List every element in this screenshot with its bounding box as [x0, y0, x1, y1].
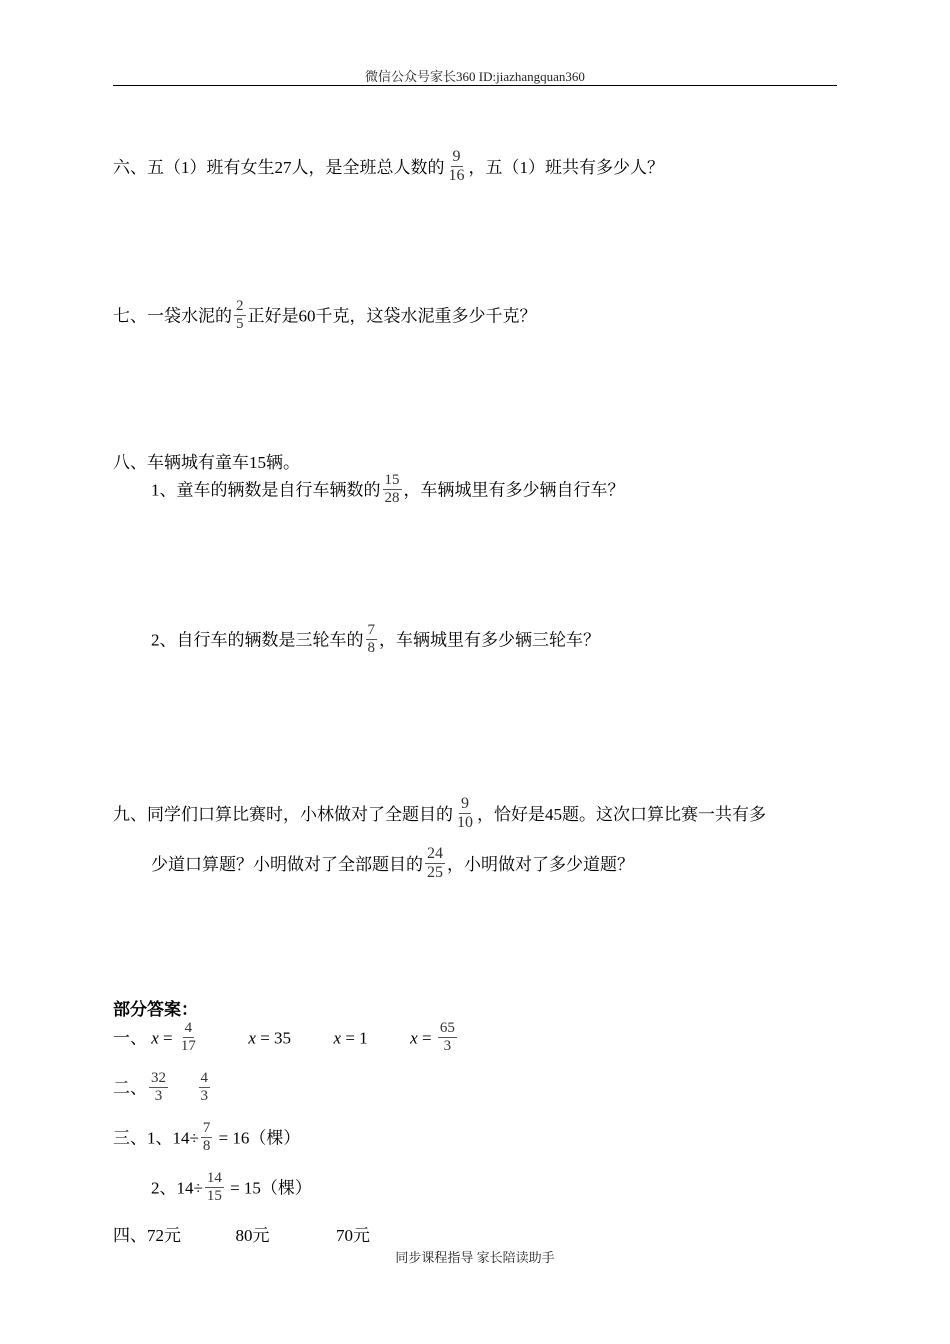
a1-var-1: x: [151, 1028, 159, 1048]
q7-fraction: [234, 298, 246, 334]
q8s2-denominator: 8: [367, 640, 375, 657]
q9-l1-fraction: [455, 795, 475, 833]
q6-fraction: [447, 148, 467, 186]
a3-l1-denominator: 8: [202, 1138, 211, 1155]
a1-eq-4: =: [417, 1028, 436, 1048]
a3-l1-numerator: 7: [201, 1120, 213, 1138]
a4-label: 四、: [113, 1226, 147, 1245]
q9-l2-numerator: 24: [425, 845, 445, 864]
a1-f4-denominator: 3: [443, 1038, 452, 1055]
question-8-title: 八、车辆城有童车15辆。: [113, 453, 300, 472]
a1-value-3: 1: [359, 1028, 368, 1048]
q6-text-post: ，五（1）班共有多少人？: [468, 157, 664, 177]
a2-f2-denominator: 3: [200, 1088, 208, 1105]
q9-l1-numerator: 9: [459, 795, 471, 814]
q6-text-pre: 六、五（1）班有女生27人，是全班总人数的: [113, 157, 445, 177]
answer-3-line-2: [151, 1172, 312, 1208]
a1-label: 一、: [113, 1028, 147, 1048]
a1-eq-1: =: [158, 1028, 177, 1048]
a2-f2-numerator: 4: [199, 1070, 211, 1088]
q7-numerator: 2: [234, 298, 246, 316]
a1-f1-numerator: 4: [183, 1020, 195, 1038]
page-footer: 同步课程指导 家长陪读助手: [395, 1250, 555, 1265]
a1-eq-2: =: [255, 1028, 275, 1048]
q9-l1-text-post: ，恰好是45题。这次口算比赛一共有多: [477, 804, 766, 824]
a3-l2-denominator: 15: [206, 1188, 222, 1205]
answer-3-line-1: [113, 1122, 300, 1158]
answer-4: [113, 1221, 370, 1246]
q9-l2-text-post: ，小明做对了多少道题？: [447, 854, 634, 874]
question-9-line-2: [151, 847, 634, 885]
a3-l1-text-post: = 16（棵）: [214, 1128, 301, 1148]
a1-var-4: x: [410, 1028, 418, 1048]
q8s1-numerator: 15: [383, 472, 402, 490]
q9-l2-fraction: [425, 845, 445, 883]
q7-denominator: 5: [236, 316, 244, 333]
question-9-line-1: [113, 797, 766, 835]
q8s1-denominator: 28: [384, 490, 400, 507]
q9-l2-text-pre: 少道口算题？小明做对了全部题目的: [151, 854, 423, 874]
a4-value-2: 80元: [235, 1226, 270, 1245]
q8s2-text-post: ，车辆城里有多少辆三轮车？: [379, 630, 600, 650]
q8s1-text-post: ，车辆城里有多少辆自行车？: [403, 480, 625, 500]
a4-value-1: 72元: [147, 1226, 181, 1245]
a3-l2-text-post: = 15（棵）: [225, 1178, 312, 1198]
a1-eq-3: =: [341, 1028, 360, 1048]
question-6: [113, 150, 664, 188]
a1-f4-numerator: 65: [438, 1020, 457, 1038]
q8s2-text-pre: 2、自行车的辆数是三轮车的: [151, 630, 364, 650]
header-divider: [113, 85, 837, 86]
question-8-sub-2: [151, 624, 600, 660]
a2-label: 二、: [113, 1078, 147, 1098]
a1-f1-denominator: 17: [180, 1038, 196, 1055]
a3-l2-numerator: 14: [205, 1170, 224, 1188]
question-8-sub-1: [151, 474, 625, 510]
a2-f1-denominator: 3: [154, 1088, 163, 1105]
a2-f1-numerator: 32: [149, 1070, 168, 1088]
page-header: 微信公众号家长360 ID:jiazhangquan360: [365, 69, 585, 84]
answers-title: 部分答案：: [113, 1000, 198, 1019]
q8s2-fraction: [366, 622, 378, 658]
q9-l2-denominator: 25: [427, 864, 443, 882]
a1-fraction-1: [179, 1020, 198, 1056]
a1-var-2: x: [248, 1028, 256, 1048]
a3-l2-text-pre: 2、14÷: [151, 1178, 203, 1198]
answer-1: [113, 1022, 459, 1058]
a1-value-2: 35: [274, 1028, 292, 1048]
a4-value-3: 70元: [336, 1226, 370, 1245]
a2-fraction-2: [199, 1070, 211, 1106]
question-7: [113, 300, 537, 336]
a3-l1-text-pre: 1、14÷: [147, 1128, 199, 1148]
q7-text-post: 正好是60千克，这袋水泥重多少千克？: [247, 306, 537, 326]
q6-numerator: 9: [451, 148, 463, 167]
a3-l2-fraction: [205, 1170, 224, 1206]
q9-l1-text-pre: 九、同学们口算比赛时，小林做对了全题目的: [113, 804, 453, 824]
a1-fraction-4: [438, 1020, 457, 1056]
q8s1-text-pre: 1、童车的辆数是自行车辆数的: [151, 480, 381, 500]
a3-label: 三、: [113, 1128, 147, 1148]
a1-var-3: x: [333, 1028, 342, 1048]
q7-text-pre: 七、一袋水泥的: [113, 306, 232, 326]
q6-denominator: 16: [448, 167, 465, 185]
q9-l1-denominator: 10: [457, 814, 473, 832]
a2-fraction-1: [149, 1070, 168, 1106]
answer-2: [113, 1072, 212, 1108]
q8s2-numerator: 7: [366, 622, 378, 640]
q8s1-fraction: [383, 472, 402, 508]
a3-l1-fraction: [201, 1120, 213, 1156]
